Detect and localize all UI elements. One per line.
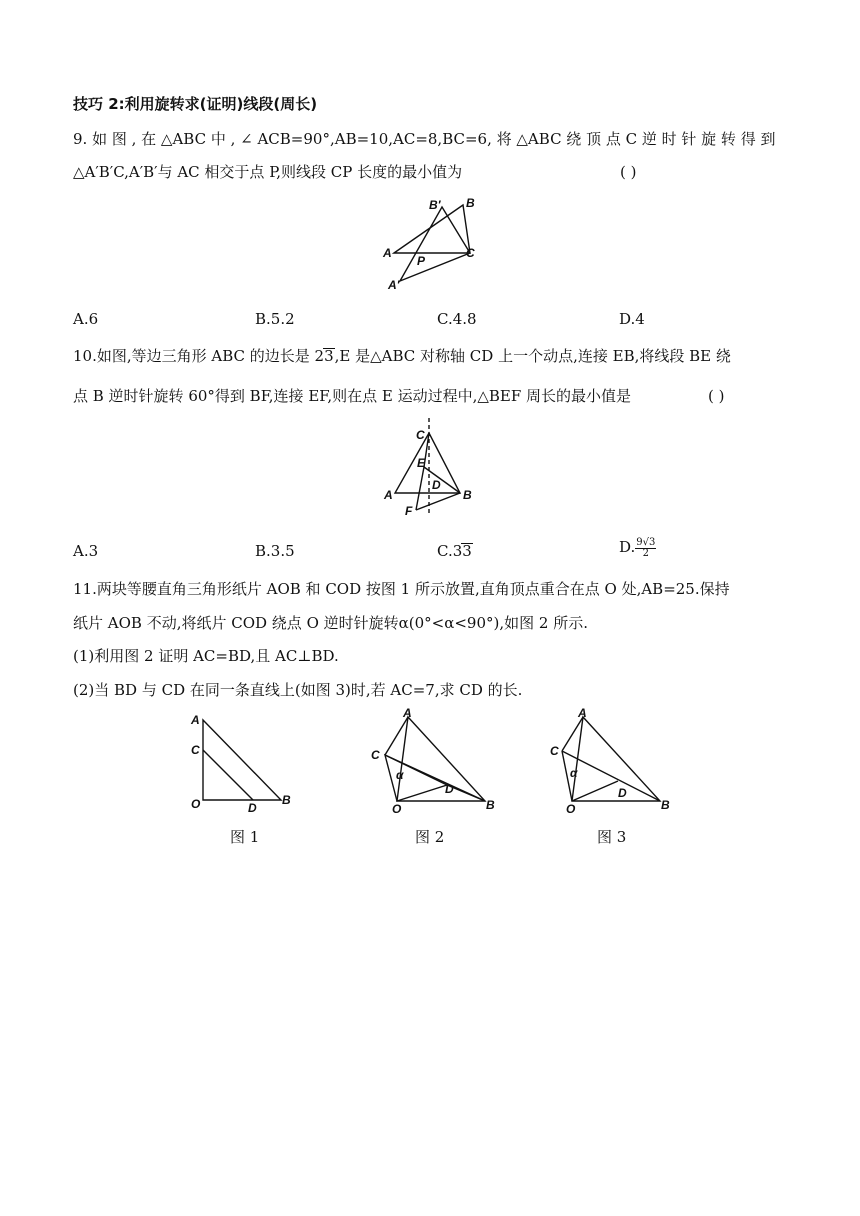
q9-label-bp: B′ [429,198,441,212]
q9-label-b: B [466,196,475,210]
q11-fig2-label-alpha: α [396,768,404,782]
q9-figure [380,195,490,295]
q9-text-line2: △A′B′C,A′B′与 AC 相交于点 P,则线段 CP 长度的最小值为 [73,163,463,181]
q10-text-line2: 点 B 逆时针旋转 60°得到 BF,连接 EF,则在点 E 运动过程中,△BEF 周长的最小值是 [73,387,632,405]
q11-fig2-label-d: D [445,782,454,796]
q10-option-d-fraction [635,538,656,559]
q9-triangle-abc [394,205,470,253]
q10-text-line1-b: ,E 是△ABC 对称轴 CD 上一个动点,连接 EB,将线段 BE 绕 [334,347,731,365]
q11-fig2-segment-ac [385,717,408,755]
q11-fig3-label-b: B [661,798,670,812]
q10-option-a: A.3 [73,542,99,560]
q11-fig1-label-o: O [191,797,201,811]
q11-figure-1 [185,710,300,820]
q11-part2: (2)当 BD 与 CD 在同一条直线上(如图 3)时,若 AC=7,求 CD 的长. [73,681,523,699]
q11-text-line2: 纸片 AOB 不动,将纸片 COD 绕点 O 逆时针旋转α(0°<α<90°),如图 2 所示. [73,614,588,632]
q10-label-e: E [417,456,426,470]
q9-label-ap: A′ [388,278,400,292]
q10-text-line1 [73,346,731,366]
q11-caption-3: 图 3 [597,828,627,846]
q9-label-a: A [383,246,392,260]
q10-option-c-text: C.3 [437,542,463,560]
q11-fig3-label-alpha: α [570,766,578,780]
q9-triangle-apbpc [400,207,470,281]
q10-option-c [437,541,473,561]
q10-label-a: A [384,488,393,502]
q11-fig1-segment-cd [203,750,253,800]
q9-label-c: C [466,246,475,260]
q11-fig1-label-a: A [191,713,200,727]
q11-fig1-label-c: C [191,743,200,757]
q11-fig3-label-a: A [578,706,587,720]
q11-fig3-triangle-aob [572,717,660,801]
q11-figure-2 [365,705,500,820]
q11-fig1-label-b: B [282,793,291,807]
q10-option-d [619,537,656,559]
section-title: 技巧 2:利用旋转求(证明)线段(周长) [73,95,318,113]
q10-segment-ef [416,467,424,510]
q11-figure-3 [550,705,685,820]
q11-text-line1: 11.两块等腰直角三角形纸片 AOB 和 COD 按图 1 所示放置,直角顶点重合在点 O 处,AB=25.保持 [73,580,730,598]
q10-segment-fb [416,493,460,510]
q9-option-a: A.6 [73,310,99,328]
q11-fig2-label-a: A [403,706,412,720]
q10-label-f: F [405,504,413,518]
q9-label-p: P [417,254,426,268]
q11-fig2-triangle-aob [397,717,485,801]
q11-fig2-triangle-cod [385,755,447,801]
q9-option-b: B.5.2 [255,310,295,328]
q10-text-line1-a: 10.如图,等边三角形 ABC 的边长是 2 [73,347,325,365]
q11-fig3-segment-od [572,781,618,801]
q11-fig1-label-d: D [248,801,257,815]
q10-label-c: C [416,428,425,442]
q11-caption-2: 图 2 [415,828,445,846]
q11-fig3-label-o: O [566,802,576,816]
q11-caption-1: 图 1 [230,828,260,846]
q10-sqrt: 3 [324,347,334,365]
q11-fig2-label-o: O [392,802,402,816]
q11-fig2-label-b: B [486,798,495,812]
q9-answer-blank: ( ) [620,163,637,181]
q11-fig2-label-c: C [371,748,380,762]
q10-figure [380,415,480,525]
q9-option-c: C.4.8 [437,310,477,328]
q10-option-b: B.3.5 [255,542,295,560]
q11-part1: (1)利用图 2 证明 AC=BD,且 AC⊥BD. [73,647,339,665]
q10-answer-blank: ( ) [708,387,725,405]
q11-fig3-label-d: D [618,786,627,800]
q9-option-d: D.4 [619,310,645,328]
q10-label-b: B [463,488,472,502]
q10-option-d-denominator: 2 [642,547,649,559]
q10-option-c-sqrt: 3 [462,542,472,560]
q10-option-d-numerator: 9√3 [636,536,656,548]
q10-option-d-text: D. [619,538,636,556]
q10-label-d: D [432,478,441,492]
q11-fig3-label-c: C [550,744,559,758]
q9-text-line1: 9. 如 图 , 在 △ABC 中 , ∠ ACB=90°,AB=10,AC=8,BC=6, 将 △ABC 绕 顶 点 C 逆 时 针 旋 转 得 到 [73,130,776,148]
q11-fig1-triangle-aob [203,720,281,800]
